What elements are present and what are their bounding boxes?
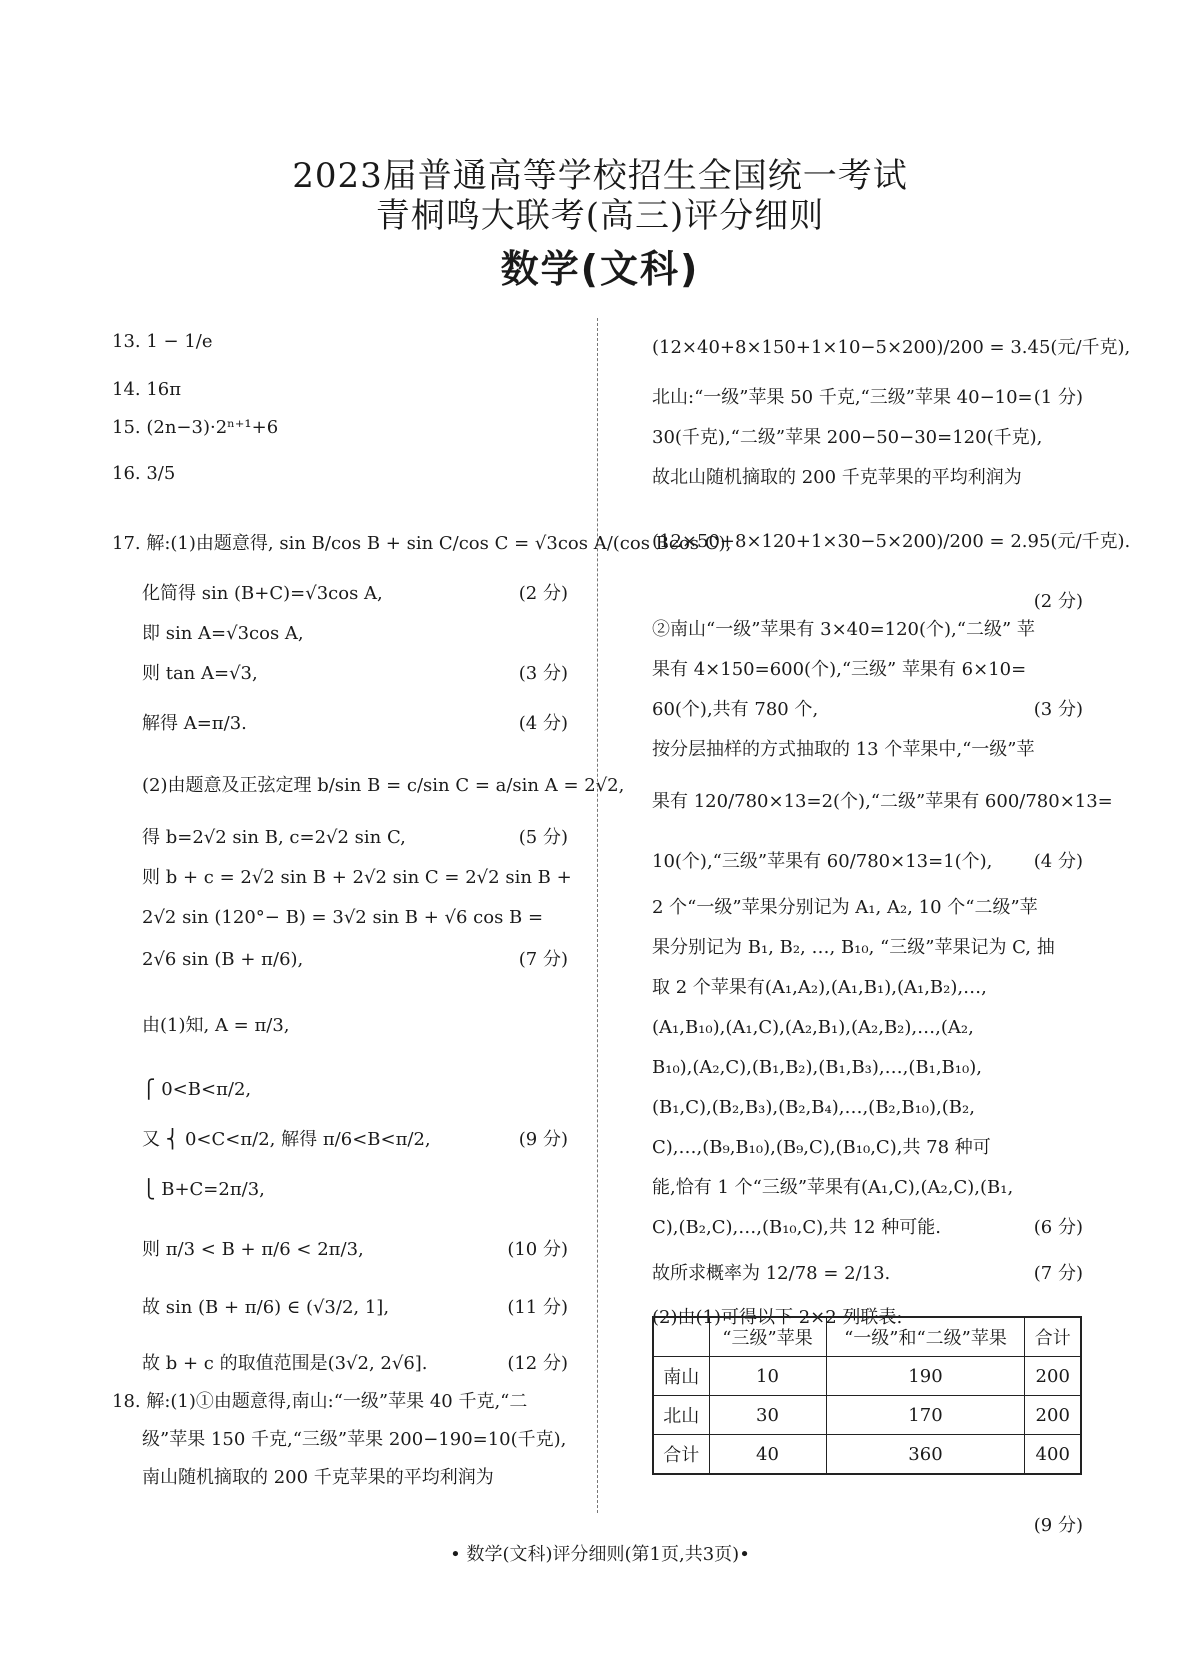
right-text-line: 按分层抽样的方式抽取的 13 个苹果中,“一级”苹 (652, 739, 1035, 760)
left-text-line: 2√2 sin (120°− B) = 3√2 sin B + √6 cos B = (142, 907, 544, 928)
right-text-line: 取 2 个苹果有(A₁,A₂),(A₁,B₁),(A₁,B₂),…, (652, 977, 987, 998)
left-text-line: 级”苹果 150 千克,“三级”苹果 200−190=10(千克), (142, 1429, 567, 1450)
table-cell: 10 (709, 1357, 826, 1396)
column-divider (597, 318, 598, 1513)
right-text-line: B₁₀),(A₂,C),(B₁,B₂),(B₁,B₃),…,(B₁,B₁₀), (652, 1057, 982, 1078)
table-cell: 190 (826, 1357, 1025, 1396)
left-text-line: 13. 1 − 1/e (112, 331, 213, 352)
left-text-line: 即 sin A=√3cos A, (142, 623, 304, 644)
table-row (653, 1396, 1081, 1435)
right-text-line: 10(个),“三级”苹果有 60/780×13=1(个), (652, 851, 993, 872)
right-text-line: C),…,(B₉,B₁₀),(B₉,C),(B₁₀,C),共 78 种可 (652, 1137, 991, 1158)
right-text-line: (B₁,C),(B₂,B₃),(B₂,B₄),…,(B₂,B₁₀),(B₂, (652, 1097, 975, 1118)
left-text-line: 南山随机摘取的 200 千克苹果的平均利润为 (142, 1467, 494, 1488)
right-score: (4 分) (1033, 851, 1083, 872)
table-header-cell (653, 1317, 709, 1357)
right-score: (6 分) (1033, 1217, 1083, 1238)
right-text-line: (A₁,B₁₀),(A₁,C),(A₂,B₁),(A₂,B₂),…,(A₂, (652, 1017, 974, 1038)
left-text-line: 则 tan A=√3, (142, 663, 258, 684)
left-text-line: 得 b=2√2 sin B, c=2√2 sin C, (142, 827, 406, 848)
left-score: (10 分) (507, 1239, 568, 1260)
right-text-line: 2 个“一级”苹果分别记为 A₁, A₂, 10 个“二级”苹 (652, 897, 1038, 918)
right-text-line: (2)由(1)可得以下 2×2 列联表: (652, 1307, 903, 1328)
left-text-line: 则 b + c = 2√2 sin B + 2√2 sin C = 2√2 sin B + (142, 867, 572, 888)
right-text-line: (12×50+8×120+1×30−5×200)/200 = 2.95(元/千克). (652, 531, 1131, 552)
right-text-line: 北山:“一级”苹果 50 千克,“三级”苹果 40−10= (652, 387, 1033, 408)
left-score: (11 分) (507, 1297, 568, 1318)
left-text-line: 14. 16π (112, 379, 182, 400)
right-score: (2 分) (1033, 591, 1083, 612)
right-score: (3 分) (1033, 699, 1083, 720)
left-score: (3 分) (518, 663, 568, 684)
left-score: (5 分) (518, 827, 568, 848)
left-text-line: 又 ⎨ 0<C<π/2, 解得 π/6<B<π/2, (142, 1129, 431, 1150)
page-footer: • 数学(文科)评分细则(第1页,共3页)• (450, 1544, 750, 1565)
left-text-line: (2)由题意及正弦定理 b/sin B = c/sin C = a/sin A = 2√2, (142, 775, 625, 796)
left-text-line: 故 b + c 的取值范围是(3√2, 2√6]. (142, 1353, 428, 1374)
left-text-line: 15. (2n−3)·2ⁿ⁺¹+6 (112, 417, 279, 438)
right-text-line: (12×40+8×150+1×10−5×200)/200 = 3.45(元/千克), (652, 337, 1131, 358)
left-text-line: 16. 3/5 (112, 463, 176, 484)
left-text-line: 解得 A=π/3. (142, 713, 247, 734)
table-cell: 200 (1025, 1396, 1081, 1435)
table-cell: 360 (826, 1435, 1025, 1475)
left-text-line: 则 π/3 < B + π/6 < 2π/3, (142, 1239, 364, 1260)
right-text-line: 故所求概率为 12/78 = 2/13. (652, 1263, 891, 1284)
left-text-line: ⎩ B+C=2π/3, (142, 1179, 265, 1200)
table-cell: 南山 (653, 1357, 709, 1396)
right-score: (9 分) (1033, 1515, 1083, 1536)
right-text-line: C),(B₂,C),…,(B₁₀,C),共 12 种可能. (652, 1217, 941, 1238)
left-text-line: 由(1)知, A = π/3, (142, 1015, 290, 1036)
table-cell: 合计 (653, 1435, 709, 1475)
table-cell: 400 (1025, 1435, 1081, 1475)
right-score: (1 分) (1033, 387, 1083, 408)
right-text-line: 故北山随机摘取的 200 千克苹果的平均利润为 (652, 467, 1022, 488)
table-cell: 40 (709, 1435, 826, 1475)
left-score: (2 分) (518, 583, 568, 604)
table-header-cell: 合计 (1025, 1317, 1081, 1357)
table-header-cell: “三级”苹果 (709, 1317, 826, 1357)
right-text-line: 60(个),共有 780 个, (652, 699, 819, 720)
left-text-line: 化简得 sin (B+C)=√3cos A, (142, 583, 383, 604)
right-text-line: 30(千克),“二级”苹果 200−50−30=120(千克), (652, 427, 1043, 448)
table-row (653, 1435, 1081, 1475)
table-cell: 北山 (653, 1396, 709, 1435)
table-cell: 30 (709, 1396, 826, 1435)
left-score: (12 分) (507, 1353, 568, 1374)
left-text-line: 故 sin (B + π/6) ∈ (√3/2, 1], (142, 1297, 390, 1318)
table-cell: 200 (1025, 1357, 1081, 1396)
table-row (653, 1357, 1081, 1396)
exam-title-line1: 2023届普通高等学校招生全国统一考试 (292, 156, 908, 196)
left-score: (9 分) (518, 1129, 568, 1150)
right-score: (7 分) (1033, 1263, 1083, 1284)
exam-title-line2: 青桐鸣大联考(高三)评分细则 (375, 196, 825, 236)
left-text-line: 17. 解:(1)由题意得, sin B/cos B + sin C/cos C = √3cos A/(cos Bcos C), (112, 533, 732, 554)
contingency-table (652, 1316, 1082, 1475)
table-header-cell: “一级”和“二级”苹果 (826, 1317, 1025, 1357)
left-score: (4 分) (518, 713, 568, 734)
left-text-line: 2√6 sin (B + π/6), (142, 949, 304, 970)
table-cell: 170 (826, 1396, 1025, 1435)
subject-title: 数学(文科) (500, 247, 700, 291)
right-text-line: ②南山“一级”苹果有 3×40=120(个),“二级” 苹 (652, 619, 1035, 640)
right-text-line: 果有 120/780×13=2(个),“二级”苹果有 600/780×13= (652, 791, 1113, 812)
right-text-line: 果分别记为 B₁, B₂, …, B₁₀, “三级”苹果记为 C, 抽 (652, 937, 1055, 958)
left-text-line: ⎧ 0<B<π/2, (142, 1079, 252, 1100)
left-score: (7 分) (518, 949, 568, 970)
table-header-row (653, 1317, 1081, 1357)
right-text-line: 能,恰有 1 个“三级”苹果有(A₁,C),(A₂,C),(B₁, (652, 1177, 1014, 1198)
left-text-line: 18. 解:(1)①由题意得,南山:“一级”苹果 40 千克,“二 (112, 1391, 528, 1412)
right-text-line: 果有 4×150=600(个),“三级” 苹果有 6×10= (652, 659, 1027, 680)
